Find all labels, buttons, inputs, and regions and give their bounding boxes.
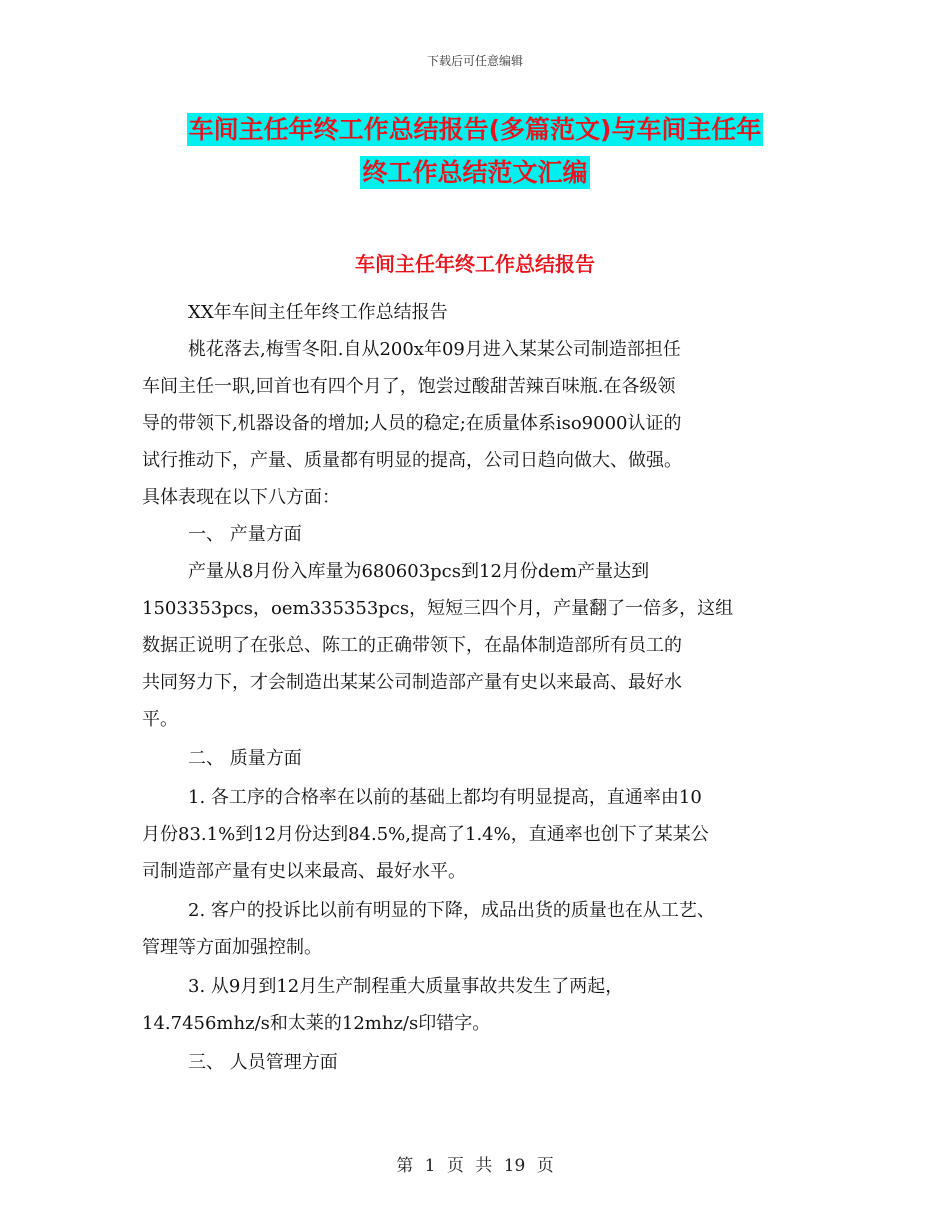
body-line: 1. 各工序的合格率在以前的基础上都均有明显提高，直通率由10 xyxy=(188,787,702,808)
body-line: 月份83.1%到12月份达到84.5%,提高了1.4%，直通率也创下了某某公 xyxy=(142,824,709,845)
section-title: 车间主任年终工作总结报告 xyxy=(355,252,595,276)
body-line: 共同努力下，才会制造出某某公司制造部产量有史以来最高、最好水 xyxy=(142,672,682,693)
body-line: 司制造部产量有史以来最高、最好水平。 xyxy=(142,861,466,882)
body-line: 3. 从9月到12月生产制程重大质量事故共发生了两起， xyxy=(188,976,624,997)
body-line: 1503353pcs，oem335353pcs，短短三四个月，产量翻了一倍多，这组 xyxy=(142,598,734,619)
body-line: 2. 客户的投诉比以前有明显的下降，成品出货的质量也在从工艺、 xyxy=(188,900,715,921)
body-line: 管理等方面加强控制。 xyxy=(142,937,322,958)
body-line: 产量从8月份入库量为680603pcs到12月份dem产量达到 xyxy=(188,561,650,582)
body-line: 数据正说明了在张总、陈工的正确带领下，在晶体制造部所有员工的 xyxy=(142,635,682,656)
body-line: 14.7456mhz/s和太莱的12mhz/s印错字。 xyxy=(142,1013,491,1034)
document-body xyxy=(142,294,822,1081)
body-line: 导的带领下,机器设备的增加;人员的稳定;在质量体系iso9000认证的 xyxy=(142,413,682,434)
subheading-personnel: 三、 人员管理方面 xyxy=(188,1052,338,1073)
body-line: 平。 xyxy=(142,709,178,730)
subheading-production: 一、 产量方面 xyxy=(188,524,302,545)
document-title xyxy=(0,108,950,194)
subheading-quality: 二、 质量方面 xyxy=(188,748,302,769)
document-title-line-2: 终工作总结范文汇编 xyxy=(362,158,588,187)
body-line: 试行推动下，产量、质量都有明显的提高，公司日趋向做大、做强。 xyxy=(142,450,682,471)
document-title-line-1: 车间主任年终工作总结报告(多篇范文)与车间主任年 xyxy=(188,115,762,144)
body-line: 桃花落去,梅雪冬阳.自从200x年09月进入某某公司制造部担任 xyxy=(188,339,681,360)
body-line: XX年车间主任年终工作总结报告 xyxy=(188,302,448,323)
page-number: 第 1 页 共 19 页 xyxy=(396,1156,554,1176)
body-line: 车间主任一职,回首也有四个月了，饱尝过酸甜苦辣百味瓶.在各级领 xyxy=(142,376,676,397)
page-header-note: 下载后可任意编辑 xyxy=(426,54,523,68)
body-line: 具体表现在以下八方面： xyxy=(142,487,340,508)
